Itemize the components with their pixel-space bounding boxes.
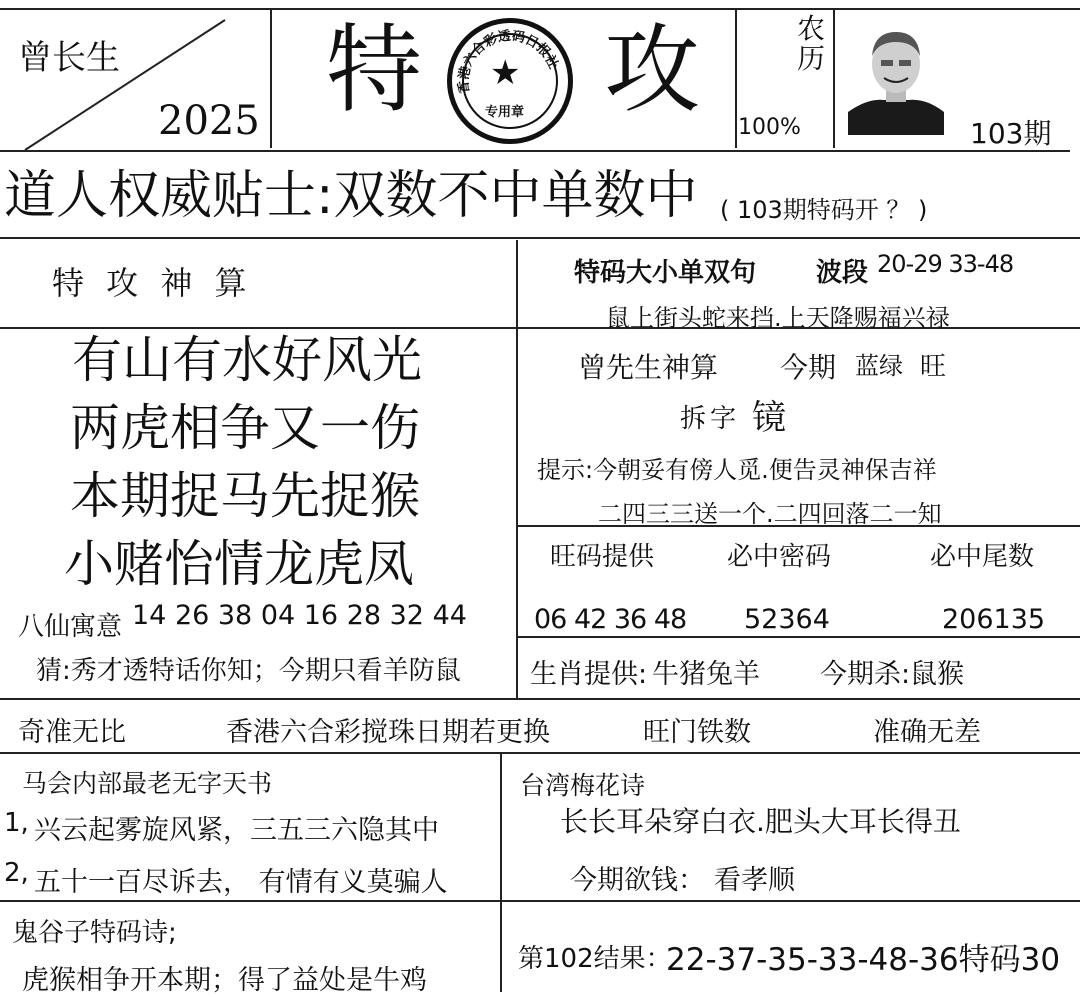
center-divider [516,240,518,698]
wish-value: 看孝顺 [714,865,795,896]
author-name: 曾长生 [18,38,120,78]
result-label: 第102结果： [518,944,672,974]
seal-star-icon: ★ [490,53,521,93]
bottom-right-line [502,900,1080,902]
baxian-numbers: 14 26 38 04 16 28 32 44 [132,600,467,631]
banner-bottom-line [0,752,1080,754]
seal-bottom-text: 专用章 [485,105,525,120]
guigu-title: 鬼谷子特码诗; [12,918,177,948]
percent-label: 100% [738,115,801,140]
banner-item-1: 奇准无比 [18,717,126,748]
wang-value: 旺 [920,352,947,382]
zeng-label: 曾先生神算 [578,351,719,384]
title-right-char: 攻 [604,14,700,126]
portrait-image [848,20,944,135]
banner-item-4: 准确无差 [873,717,981,748]
riddle-text: 猜:秀才透特话你知；今期只看羊防鼠 [36,656,461,686]
colors-value: 蓝绿 [855,352,903,380]
size-label: 特码大小单双句 [574,258,757,288]
verse: 鼠上街头蛇来挡.上天降赐福兴禄 [606,304,950,332]
poem-line-3: 本期捉马先捉猴 [70,467,420,525]
header-divider-1 [270,8,272,148]
header-divider-3 [833,8,835,148]
top-border [0,8,1080,10]
headline-bottom-line [0,237,1080,239]
lunar-label: 农历 [797,12,826,75]
zodiac-label: 生肖提供: [530,659,648,690]
this-issue-label: 今期 [780,351,837,384]
meihua-poem: 长长耳朵穿白衣.肥头大耳长得丑 [560,805,961,838]
col3-label: 必中尾数 [930,542,1035,572]
official-seal [447,18,573,144]
wave-values: 20-29 33-48 [877,250,1014,278]
tianshu-line-2-num: 2, [4,858,29,888]
meihua-title: 台湾梅花诗 [520,771,646,800]
bottom-left-line [0,900,500,902]
poem-line-4: 小赌怡情龙虎凤 [64,535,414,593]
col2-value: 52364 [744,604,830,635]
year: 2025 [158,98,260,144]
poem-line-2: 两虎相争又一伤 [70,399,420,457]
kill-label: 今期杀: [820,659,911,690]
col1-label: 旺码提供 [550,542,655,572]
hint-line-1: 提示:今朝妥有傍人觅.便告灵神保吉祥 [537,456,937,484]
guigu-line: 虎猴相争开本期；得了益处是牛鸡 [22,965,427,996]
wave-label: 波段 [816,258,869,288]
issue-number: 103期 [970,117,1052,150]
svg-text:香港六合彩透码日报社: 香港六合彩透码日报社 [456,28,561,95]
banner-item-3: 旺门铁数 [643,717,751,748]
tianshu-line-1: 兴云起雾旋风紧，三五三六隐其中 [34,815,439,846]
tianshu-line-2: 五十一百尽诉去， 有情有义莫骗人 [34,867,448,898]
right-line-3 [518,636,1080,638]
tianshu-line-1-num: 1, [4,808,29,838]
headline-note: ( 103期特码开 ？ ) [720,196,928,224]
header-divider-2 [735,8,737,148]
banner-item-2: 香港六合彩搅珠日期若更换 [226,717,550,748]
hint-line-2: 二四三三送一个.二四回落二一知 [598,500,942,528]
banner-top-line [0,698,1080,700]
left-heading-line [0,327,516,329]
col1-value: 06 42 36 48 [534,604,687,635]
result-value: 22-37-35-33-48-36特码30 [666,942,1061,978]
title-left-char: 特 [326,14,422,126]
portrait-photo [848,20,944,135]
col2-label: 必中密码 [727,542,832,572]
kill-value: 鼠猴 [910,659,964,690]
tianshu-title: 马会内部最老无字天书 [22,769,273,798]
wish-label: 今期欲钱： [570,865,705,896]
zodiac-value: 牛猪兔羊 [652,659,760,690]
mirror-title-a: 拆字 [680,404,741,434]
bottom-center-divider [500,754,502,992]
baxian-label: 八仙寓意 [18,612,123,642]
col3-value: 206135 [942,604,1046,635]
mirror-title-b: 镜 [752,398,786,438]
headline-main: 道人权威贴士:双数不中单数中 [4,166,698,226]
poem-line-1: 有山有水好风光 [72,331,422,389]
poem-heading: 特 攻 神 算 [52,264,253,302]
